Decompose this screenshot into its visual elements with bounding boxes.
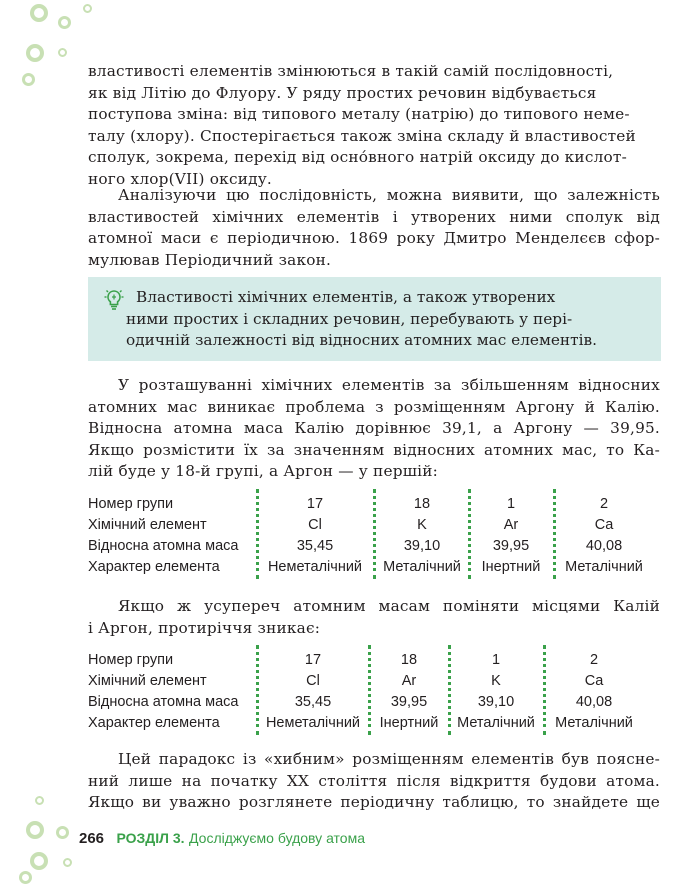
table-cell: Cl: [306, 673, 320, 689]
text-line: мулював Періодичний закон.: [88, 250, 332, 269]
element-table-2: [88, 650, 663, 734]
table-row: [88, 713, 663, 734]
table-cell: Металічний: [457, 715, 535, 731]
table-cell: 39,10: [403, 538, 441, 554]
row-label: Номер групи: [88, 652, 174, 668]
table-row: [88, 671, 663, 692]
table-cell: 1: [506, 496, 516, 512]
decor-circle: [26, 821, 44, 839]
text-line: поступова зміна: від типового металу (натрію) до типового неме-: [88, 105, 630, 124]
text-line: атомної маси є періодичною. 1869 року Дмитро Менделєєв сфор-: [88, 229, 660, 248]
row-label: Номер групи: [88, 496, 174, 512]
paragraph-3: [88, 375, 660, 483]
text-line: талу (хлору). Спостерігається також зміна складу й властивостей: [88, 126, 636, 145]
decor-circle: [83, 4, 92, 13]
table-cell: K: [491, 673, 501, 689]
table-cell: K: [417, 517, 427, 533]
table-cell: 35,45: [296, 538, 334, 554]
table-cell: 1: [491, 652, 501, 668]
paragraph-5: [88, 749, 660, 814]
table-cell: 18: [400, 652, 418, 668]
text-line: Цей парадокс із «хибним» розміщенням елементів був пояснe-: [118, 750, 660, 768]
row-label: Відносна атомна маса: [88, 538, 239, 554]
table-row: [88, 536, 663, 557]
text-line: одичній залежності від відносних атомних мас елементів.: [126, 331, 597, 350]
decor-circle: [58, 16, 71, 29]
page-footer: [79, 830, 365, 852]
table-cell: Неметалічний: [267, 559, 363, 575]
text-line: Аналізуючи цю послідовність, можна виявити, що залежність: [118, 186, 660, 204]
table-cell: 18: [413, 496, 431, 512]
table-row: [88, 692, 663, 713]
table-cell: Інертний: [481, 559, 541, 575]
table-cell: Металічний: [383, 559, 461, 575]
table-cell: 39,95: [390, 694, 428, 710]
text-line: властивостей хімічних елементів і утворених ними сполук від: [88, 207, 660, 226]
row-label: Характер елемента: [88, 559, 220, 575]
table-cell: 39,95: [492, 538, 530, 554]
text-line: сполук, зокрема, перехід від осно́вного натрій оксиду до кислот-: [88, 148, 627, 167]
decor-circle: [30, 4, 48, 22]
text-line: як від Літію до Флуору. У ряду простих речовин відбувається: [88, 83, 597, 102]
decor-circle: [22, 73, 35, 86]
paragraph-1: [88, 61, 660, 191]
row-label: Хімічний елемент: [88, 517, 207, 533]
paragraph-2: [88, 185, 660, 271]
table-cell: 17: [304, 652, 322, 668]
decor-circle: [58, 48, 67, 57]
table-cell: Металічний: [565, 559, 643, 575]
text-line: властивості елементів змінюються в такій самій послідовності,: [88, 62, 614, 80]
table-cell: 40,08: [575, 694, 613, 710]
page-number: 266: [79, 830, 105, 847]
element-table-1: [88, 494, 663, 578]
table-cell: Металічний: [555, 715, 633, 731]
table-cell: Cl: [308, 517, 322, 533]
text-line: Якщо ви уважно розглянете періодичну таблицю, то знайдете ще: [88, 793, 660, 812]
table-row: [88, 515, 663, 536]
row-label: Характер елемента: [88, 715, 220, 731]
text-line: У розташуванні хімічних елементів за збільшенням відносних: [118, 376, 660, 394]
decor-circle: [35, 796, 44, 805]
row-label: Хімічний елемент: [88, 673, 207, 689]
table-row: [88, 494, 663, 515]
table-cell: 2: [589, 652, 599, 668]
table-cell: 35,45: [294, 694, 332, 710]
text-line: лій буде у 18-й групі, а Аргон — у першій:: [88, 462, 438, 481]
table-cell: Інертний: [379, 715, 439, 731]
text-line: Відносна атомна маса Калію дорівнює 39,1, а Аргону — 39,95.: [88, 419, 660, 438]
text-line: Якщо розмістити їх за значенням відносних атомних мас, то Ка-: [88, 440, 660, 459]
table-cell: 17: [306, 496, 324, 512]
text-line: ного хлор(VII) оксиду.: [88, 169, 272, 188]
law-note-box: [88, 277, 661, 361]
table-row: [88, 557, 663, 578]
lightbulb-icon: [102, 288, 126, 312]
text-line: ними простих і складних речовин, перебувають у пері-: [126, 309, 573, 328]
table-cell: Неметалічний: [265, 715, 361, 731]
table-cell: Ar: [401, 673, 417, 689]
decor-circle: [56, 826, 69, 839]
decor-circle: [26, 44, 44, 62]
text-line: атомних мас виникає проблема з розміщенням Аргону й Калію.: [88, 397, 660, 416]
row-label: Відносна атомна маса: [88, 694, 239, 710]
table-cell: 2: [599, 496, 609, 512]
decor-circle: [30, 852, 48, 870]
table-row: [88, 650, 663, 671]
table-cell: Ar: [503, 517, 519, 533]
law-note-text: [126, 287, 646, 352]
decor-circle: [19, 871, 32, 884]
paragraph-4: [88, 596, 660, 639]
table-cell: 39,10: [477, 694, 515, 710]
text-line: і Аргон, протиріччя зникає:: [88, 618, 321, 637]
table-cell: 40,08: [585, 538, 623, 554]
text-line: Властивості хімічних елементів, а також утворених: [136, 288, 556, 306]
table-cell: Ca: [584, 673, 604, 689]
text-line: ний лише на початку ХХ століття після відкриття будови атома.: [88, 771, 660, 790]
chapter-title: Досліджуємо будову атома: [189, 830, 366, 846]
decor-circle: [63, 858, 72, 867]
chapter-label: РОЗДІЛ 3.: [116, 830, 185, 846]
table-cell: Ca: [594, 517, 614, 533]
text-line: Якщо ж усупереч атомним масам поміняти місцями Калій: [118, 597, 660, 615]
